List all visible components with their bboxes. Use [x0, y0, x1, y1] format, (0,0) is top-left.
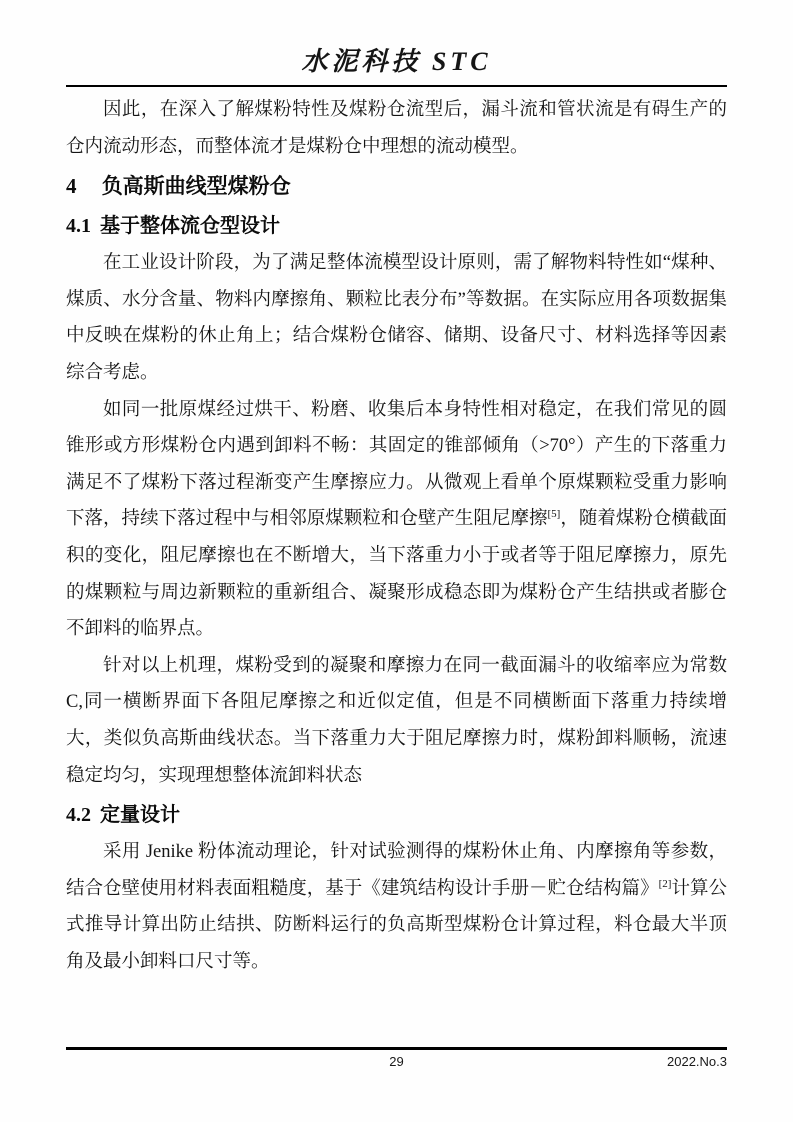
section-4-1-heading: [66, 208, 727, 245]
section-number: 4: [66, 174, 77, 199]
page-content: [66, 44, 727, 980]
subsection-number: 4.2: [66, 804, 91, 827]
header-divider: [66, 85, 727, 87]
section-4-heading: [66, 168, 727, 205]
journal-title: 水泥科技 STC: [301, 47, 492, 76]
subsection-title: 基于整体流仓型设计: [100, 215, 280, 238]
subsection-title: 定量设计: [100, 804, 180, 827]
paragraph-text: 如同一批原煤经过烘干、粉磨、收集后本身特性相对稳定，在我们常见的圆锥形或方形煤粉仓内遇到卸料不畅：其固定的锥部倾角（>70°）产生的下落重力满足不了煤粉下落过程渐变产生摩擦应力。从微观上看单个原煤颗粒受重力影响下落，持续下落过程中与相邻原煤颗粒和仓壁产生阻尼摩擦: [66, 399, 727, 530]
subsection-number: 4.1: [66, 215, 91, 238]
paragraph-quantitative-design: [66, 834, 727, 980]
paragraph-gauss-curve: 针对以上机理，煤粉受到的凝聚和摩擦力在同一截面漏斗的收缩率应为常数C,同一横断界面下各阻尼摩擦之和近似定值，但是不同横断面下落重力持续增大，类似负高斯曲线状态。当下落重力大于阻尼摩擦力时，煤粉卸料顺畅，流速稳定均匀，实现理想整体流卸料状态: [66, 655, 727, 786]
page-number: 29: [389, 1054, 404, 1069]
paragraph-flow-mechanism: [66, 392, 727, 648]
footer-divider: [66, 1047, 727, 1050]
section-title: 负高斯曲线型煤粉仓: [101, 174, 291, 199]
paragraph-text: 采用 Jenike 粉体流动理论，针对试验测得的煤粉休止角、内摩擦角等参数，结合仓壁使用材料表面粗糙度，基于《建筑结构设计手册－贮仓结构篇》: [66, 842, 727, 899]
citation-ref-5: [5]: [547, 508, 561, 521]
paragraph-design-basis: 在工业设计阶段，为了满足整体流模型设计原则，需了解物料特性如“煤种、煤质、水分含量、物料内摩擦角、颗粒比表分布”等数据。在实际应用各项数据集中反映在煤粉的休止角上；结合煤粉仓储容、储期、设备尺寸、材料选择等因素综合考虑。: [66, 253, 727, 383]
paragraph-text: 计算公式推导计算出防止结拱、防断料运行的负高斯型煤粉仓计算过程，料仓最大半顶角及最小卸料口尺寸等。: [66, 878, 727, 972]
article-body: [66, 92, 727, 980]
section-4-2-heading: [66, 797, 727, 834]
issue-number: 2022.No.3: [667, 1054, 727, 1069]
paragraph-text: ，随着煤粉仓横截面积的变化，阻尼摩擦也在不断增大，当下落重力小于或者等于阻尼摩擦力，原先的煤颗粒与周边新颗粒的重新组合、凝聚形成稳态即为煤粉仓产生结拱或者膨仓不卸料的临界点。: [66, 509, 727, 640]
intro-paragraph: 因此，在深入了解煤粉特性及煤粉仓流型后，漏斗流和管状流是有碍生产的仓内流动形态，而整体流才是煤粉仓中理想的流动模型。: [66, 100, 727, 157]
footer-row: [66, 1054, 727, 1072]
citation-ref-2: [2]: [658, 877, 672, 890]
page-footer: [66, 1047, 727, 1072]
